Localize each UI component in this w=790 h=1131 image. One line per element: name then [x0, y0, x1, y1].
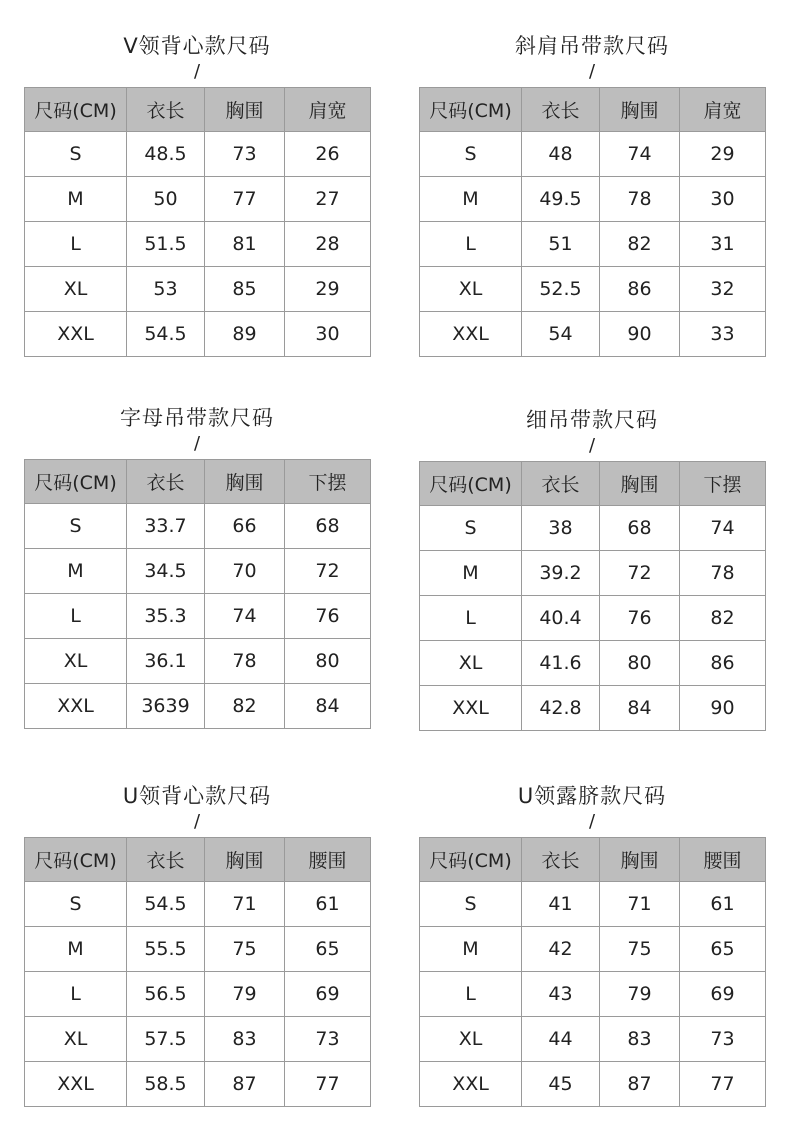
measurement-cell: 82 — [680, 596, 766, 641]
size-label-cell: S — [25, 132, 127, 177]
column-header: 胸围 — [600, 838, 680, 882]
measurement-cell: 61 — [285, 882, 371, 927]
measurement-cell: 68 — [285, 504, 371, 549]
u-neck-vest-size-table — [24, 837, 371, 1107]
size-label-cell: L — [25, 594, 127, 639]
measurement-cell: 61 — [680, 882, 766, 927]
thin-strap-cami-title: 细吊带款尺码 — [526, 408, 658, 432]
measurement-cell: 73 — [680, 1017, 766, 1062]
measurement-cell: 30 — [680, 177, 766, 222]
size-label-cell: M — [25, 927, 127, 972]
size-label-cell: L — [25, 222, 127, 267]
measurement-cell: 65 — [680, 927, 766, 972]
measurement-cell: 82 — [600, 222, 680, 267]
measurement-cell: 42 — [522, 927, 600, 972]
title-separator: / — [193, 61, 201, 82]
column-header: 下摆 — [680, 462, 766, 506]
measurement-cell: 75 — [205, 927, 285, 972]
size-label-cell: XL — [25, 267, 127, 312]
u-neck-crop-title: U领露脐款尺码 — [517, 784, 667, 808]
u-neck-crop-size-table — [419, 837, 766, 1107]
column-header: 衣长 — [127, 838, 205, 882]
table-row — [420, 882, 766, 927]
off-shoulder-cami-size-table — [419, 87, 766, 357]
measurement-cell: 82 — [205, 684, 285, 729]
column-header: 尺码(CM) — [25, 460, 127, 504]
table-row — [420, 972, 766, 1017]
u-neck-crop-size-block — [419, 783, 765, 1107]
measurement-cell: 73 — [285, 1017, 371, 1062]
size-label-cell: XL — [420, 267, 522, 312]
table-row — [420, 267, 766, 312]
column-header: 衣长 — [522, 462, 600, 506]
measurement-cell: 34.5 — [127, 549, 205, 594]
column-header: 下摆 — [285, 460, 371, 504]
measurement-cell: 40.4 — [522, 596, 600, 641]
size-label-cell: XXL — [25, 312, 127, 357]
size-label-cell: S — [420, 506, 522, 551]
measurement-cell: 41.6 — [522, 641, 600, 686]
column-header: 衣长 — [127, 460, 205, 504]
table-row — [25, 549, 371, 594]
column-header: 胸围 — [205, 838, 285, 882]
measurement-cell: 43 — [522, 972, 600, 1017]
size-label-cell: M — [420, 927, 522, 972]
measurement-cell: 32 — [680, 267, 766, 312]
size-label-cell: XXL — [420, 686, 522, 731]
size-label-cell: L — [420, 596, 522, 641]
size-label-cell: XXL — [25, 1062, 127, 1107]
v-neck-vest-size-block — [24, 33, 370, 357]
column-header: 尺码(CM) — [420, 88, 522, 132]
table-row — [420, 506, 766, 551]
measurement-cell: 71 — [600, 882, 680, 927]
measurement-cell: 51.5 — [127, 222, 205, 267]
measurement-cell: 81 — [205, 222, 285, 267]
size-label-cell: XL — [25, 639, 127, 684]
column-header: 衣长 — [522, 88, 600, 132]
measurement-cell: 86 — [600, 267, 680, 312]
measurement-cell: 72 — [600, 551, 680, 596]
size-label-cell: XL — [420, 641, 522, 686]
table-row — [25, 972, 371, 1017]
measurement-cell: 74 — [600, 132, 680, 177]
measurement-cell: 54.5 — [127, 312, 205, 357]
measurement-cell: 79 — [205, 972, 285, 1017]
measurement-cell: 78 — [680, 551, 766, 596]
measurement-cell: 65 — [285, 927, 371, 972]
title-separator: / — [588, 435, 596, 456]
column-header: 尺码(CM) — [25, 838, 127, 882]
table-row — [420, 1017, 766, 1062]
size-label-cell: L — [420, 972, 522, 1017]
measurement-cell: 26 — [285, 132, 371, 177]
title-separator: / — [193, 811, 201, 832]
off-shoulder-cami-title: 斜肩吊带款尺码 — [515, 34, 669, 58]
table-row — [420, 312, 766, 357]
table-row — [420, 177, 766, 222]
table-row — [420, 222, 766, 267]
table-row — [420, 1062, 766, 1107]
measurement-cell: 86 — [680, 641, 766, 686]
measurement-cell: 66 — [205, 504, 285, 549]
letter-cami-title: 字母吊带款尺码 — [120, 406, 274, 430]
table-row — [25, 132, 371, 177]
column-header: 尺码(CM) — [25, 88, 127, 132]
v-neck-vest-size-table — [24, 87, 371, 357]
table-row — [25, 882, 371, 927]
measurement-cell: 87 — [600, 1062, 680, 1107]
measurement-cell: 78 — [205, 639, 285, 684]
table-header-row — [25, 88, 371, 132]
table-row — [25, 927, 371, 972]
table-row — [25, 267, 371, 312]
letter-cami-size-block — [24, 405, 370, 729]
measurement-cell: 84 — [600, 686, 680, 731]
measurement-cell: 48.5 — [127, 132, 205, 177]
measurement-cell: 53 — [127, 267, 205, 312]
measurement-cell: 76 — [285, 594, 371, 639]
column-header: 腰围 — [680, 838, 766, 882]
table-row — [25, 312, 371, 357]
column-header: 肩宽 — [680, 88, 766, 132]
measurement-cell: 57.5 — [127, 1017, 205, 1062]
u-neck-vest-title: U领背心款尺码 — [122, 784, 272, 808]
measurement-cell: 83 — [205, 1017, 285, 1062]
measurement-cell: 55.5 — [127, 927, 205, 972]
column-header: 尺码(CM) — [420, 462, 522, 506]
v-neck-vest-title: V领背心款尺码 — [123, 34, 271, 58]
measurement-cell: 56.5 — [127, 972, 205, 1017]
measurement-cell: 3639 — [127, 684, 205, 729]
table-row — [25, 1062, 371, 1107]
table-row — [25, 594, 371, 639]
measurement-cell: 51 — [522, 222, 600, 267]
column-header: 肩宽 — [285, 88, 371, 132]
measurement-cell: 80 — [285, 639, 371, 684]
column-header: 胸围 — [600, 462, 680, 506]
measurement-cell: 54 — [522, 312, 600, 357]
title-separator: / — [588, 811, 596, 832]
measurement-cell: 77 — [680, 1062, 766, 1107]
measurement-cell: 72 — [285, 549, 371, 594]
table-header-row — [25, 838, 371, 882]
measurement-cell: 78 — [600, 177, 680, 222]
measurement-cell: 49.5 — [522, 177, 600, 222]
size-label-cell: S — [25, 882, 127, 927]
measurement-cell: 69 — [285, 972, 371, 1017]
measurement-cell: 52.5 — [522, 267, 600, 312]
size-label-cell: S — [420, 882, 522, 927]
measurement-cell: 87 — [205, 1062, 285, 1107]
measurement-cell: 29 — [680, 132, 766, 177]
measurement-cell: 74 — [680, 506, 766, 551]
column-header: 尺码(CM) — [420, 838, 522, 882]
measurement-cell: 41 — [522, 882, 600, 927]
table-row — [25, 177, 371, 222]
measurement-cell: 48 — [522, 132, 600, 177]
title-separator: / — [193, 433, 201, 454]
size-label-cell: M — [25, 177, 127, 222]
measurement-cell: 42.8 — [522, 686, 600, 731]
size-label-cell: M — [25, 549, 127, 594]
size-label-cell: M — [420, 551, 522, 596]
measurement-cell: 27 — [285, 177, 371, 222]
measurement-cell: 89 — [205, 312, 285, 357]
measurement-cell: 73 — [205, 132, 285, 177]
measurement-cell: 54.5 — [127, 882, 205, 927]
table-row — [25, 684, 371, 729]
title-separator: / — [588, 61, 596, 82]
column-header: 衣长 — [127, 88, 205, 132]
table-row — [25, 1017, 371, 1062]
size-label-cell: L — [420, 222, 522, 267]
column-header: 胸围 — [600, 88, 680, 132]
measurement-cell: 68 — [600, 506, 680, 551]
size-label-cell: XL — [25, 1017, 127, 1062]
table-header-row — [420, 462, 766, 506]
table-row — [420, 686, 766, 731]
measurement-cell: 77 — [285, 1062, 371, 1107]
measurement-cell: 71 — [205, 882, 285, 927]
measurement-cell: 83 — [600, 1017, 680, 1062]
measurement-cell: 74 — [205, 594, 285, 639]
u-neck-vest-size-block — [24, 783, 370, 1107]
measurement-cell: 75 — [600, 927, 680, 972]
size-label-cell: XXL — [420, 1062, 522, 1107]
measurement-cell: 79 — [600, 972, 680, 1017]
size-label-cell: L — [25, 972, 127, 1017]
size-label-cell: M — [420, 177, 522, 222]
measurement-cell: 69 — [680, 972, 766, 1017]
table-row — [420, 551, 766, 596]
measurement-cell: 50 — [127, 177, 205, 222]
measurement-cell: 70 — [205, 549, 285, 594]
table-header-row — [420, 838, 766, 882]
measurement-cell: 39.2 — [522, 551, 600, 596]
table-header-row — [25, 460, 371, 504]
size-label-cell: XL — [420, 1017, 522, 1062]
letter-cami-size-table — [24, 459, 371, 729]
column-header: 腰围 — [285, 838, 371, 882]
column-header: 衣长 — [522, 838, 600, 882]
measurement-cell: 28 — [285, 222, 371, 267]
measurement-cell: 77 — [205, 177, 285, 222]
measurement-cell: 58.5 — [127, 1062, 205, 1107]
measurement-cell: 38 — [522, 506, 600, 551]
measurement-cell: 33.7 — [127, 504, 205, 549]
measurement-cell: 90 — [600, 312, 680, 357]
measurement-cell: 90 — [680, 686, 766, 731]
measurement-cell: 35.3 — [127, 594, 205, 639]
table-row — [420, 132, 766, 177]
thin-strap-cami-size-table — [419, 461, 766, 731]
off-shoulder-cami-size-block — [419, 33, 765, 357]
measurement-cell: 45 — [522, 1062, 600, 1107]
table-row — [420, 641, 766, 686]
column-header: 胸围 — [205, 460, 285, 504]
size-label-cell: S — [25, 504, 127, 549]
table-row — [420, 596, 766, 641]
measurement-cell: 80 — [600, 641, 680, 686]
measurement-cell: 76 — [600, 596, 680, 641]
measurement-cell: 85 — [205, 267, 285, 312]
table-row — [25, 222, 371, 267]
size-label-cell: S — [420, 132, 522, 177]
thin-strap-cami-size-block — [419, 407, 765, 731]
measurement-cell: 36.1 — [127, 639, 205, 684]
table-row — [420, 927, 766, 972]
table-header-row — [420, 88, 766, 132]
table-row — [25, 639, 371, 684]
measurement-cell: 29 — [285, 267, 371, 312]
size-label-cell: XXL — [420, 312, 522, 357]
size-label-cell: XXL — [25, 684, 127, 729]
column-header: 胸围 — [205, 88, 285, 132]
measurement-cell: 84 — [285, 684, 371, 729]
measurement-cell: 30 — [285, 312, 371, 357]
table-row — [25, 504, 371, 549]
measurement-cell: 44 — [522, 1017, 600, 1062]
measurement-cell: 31 — [680, 222, 766, 267]
measurement-cell: 33 — [680, 312, 766, 357]
